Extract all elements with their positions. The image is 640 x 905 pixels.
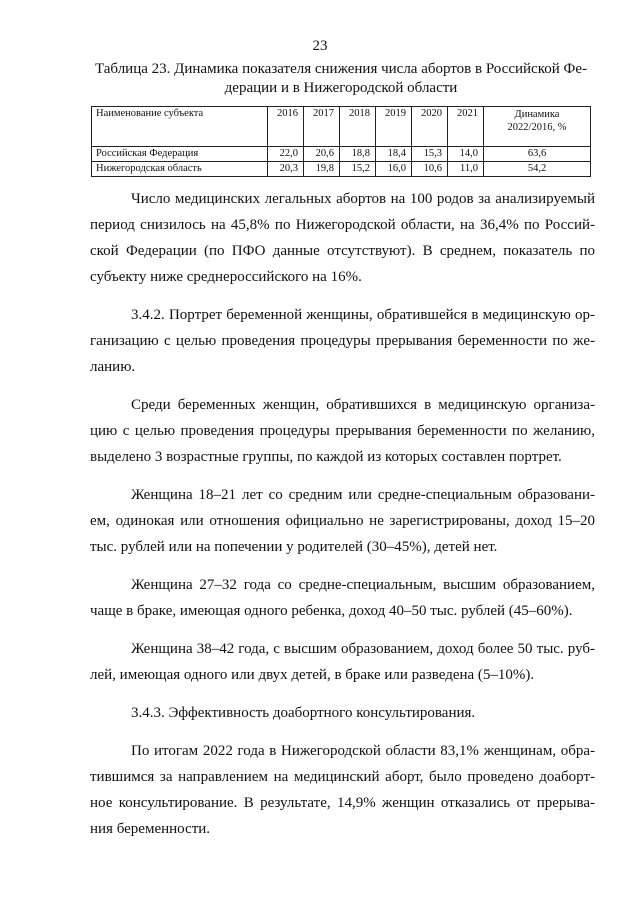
row-value: 18,8 [340, 147, 376, 162]
table-row [92, 147, 591, 162]
row-subject: Нижегородская область [92, 162, 268, 177]
row-value: 20,3 [268, 162, 304, 177]
text-line: ской Федерации (по ПФО данные отсутствуют). В среднем, показатель по [90, 243, 595, 259]
row-value: 15,2 [340, 162, 376, 177]
header-dynamics-line: Динамика [514, 109, 560, 120]
text-line: Женщина 27–32 года со средне-специальным, высшим образованием, [131, 577, 595, 593]
text-line: период снизилось на 45,8% по Нижегородской области, на 36,4% по Россий- [90, 217, 595, 233]
paragraph [90, 636, 595, 688]
paragraph [90, 738, 595, 842]
paragraph [90, 186, 595, 290]
table-header-row [92, 107, 591, 147]
header-dynamics [484, 107, 591, 147]
row-value: 20,6 [304, 147, 340, 162]
row-dynamics: 54,2 [484, 162, 591, 177]
row-value: 22,0 [268, 147, 304, 162]
paragraph [90, 482, 595, 560]
paragraph [90, 392, 595, 470]
text-line: выделено 3 возрастные группы, по каждой из которых составлен портрет. [90, 449, 562, 465]
text-line: цию с целью проведения процедуры прерывания беременности по желанию, [90, 423, 595, 439]
text-line: Женщина 18–21 лет со средним или средне-специальным образовани- [131, 487, 595, 503]
header-year: 2017 [304, 107, 340, 147]
text-line: субъекту ниже среднероссийского на 16%. [90, 269, 362, 285]
text-line: тыс. рублей или на попечении у родителей (30–45%), детей нет. [90, 539, 498, 555]
row-dynamics: 63,6 [484, 147, 591, 162]
row-subject: Российская Федерация [92, 147, 268, 162]
text-line: По итогам 2022 года в Нижегородской области 83,1% женщинам, обра- [131, 743, 595, 759]
paragraph [90, 572, 595, 624]
text-line: 3.4.2. Портрет беременной женщины, обратившейся в медицинскую ор- [131, 307, 595, 323]
text-line: тившимся за направлением на медицинский аборт, было проведено доаборт- [90, 769, 595, 785]
body-text [90, 186, 595, 842]
text-line: ния беременности. [90, 821, 211, 837]
text-line: 3.4.3. Эффективность доабортного консультирования. [131, 705, 476, 721]
text-line: ганизацию с целью проведения процедуры прерывания беременности по же- [90, 333, 595, 349]
section-heading-paragraph [90, 302, 595, 380]
text-line: лей, имеющая одного или двух детей, в браке или разведена (5–10%). [90, 667, 535, 683]
header-year: 2019 [376, 107, 412, 147]
page-number: 23 [312, 38, 328, 54]
row-value: 19,8 [304, 162, 340, 177]
abortion-dynamics-table [91, 106, 591, 177]
header-year: 2018 [340, 107, 376, 147]
header-year: 2021 [448, 107, 484, 147]
header-year: 2016 [268, 107, 304, 147]
caption-line: дерации и в Нижегородской области [224, 80, 458, 96]
header-year: 2020 [412, 107, 448, 147]
text-line: Среди беременных женщин, обратившихся в медицинскую организа- [131, 397, 595, 413]
text-line: ланию. [90, 359, 136, 375]
row-value: 18,4 [376, 147, 412, 162]
header-subject: Наименование субъекта [92, 107, 268, 147]
table-caption [92, 60, 590, 98]
row-value: 14,0 [448, 147, 484, 162]
header-dynamics-line: 2022/2016, % [507, 122, 567, 133]
section-heading-paragraph [90, 700, 595, 726]
text-line: Число медицинских легальных абортов на 100 родов за анализируемый [131, 191, 595, 207]
row-value: 16,0 [376, 162, 412, 177]
text-line: Женщина 38–42 года, с высшим образованием, доход более 50 тыс. руб- [131, 641, 595, 657]
text-line: ное консультирование. В результате, 14,9% женщин отказались от прерыва- [90, 795, 595, 811]
text-line: ем, одинокая или отношения официально не зарегистрированы, доход 15–20 [90, 513, 595, 529]
table-row [92, 162, 591, 177]
caption-line: Таблица 23. Динамика показателя снижения числа абортов в Российской Фе- [94, 61, 588, 77]
text-line: чаще в браке, имеющая одного ребенка, доход 40–50 тыс. рублей (45–60%). [90, 603, 573, 619]
row-value: 15,3 [412, 147, 448, 162]
row-value: 11,0 [448, 162, 484, 177]
row-value: 10,6 [412, 162, 448, 177]
